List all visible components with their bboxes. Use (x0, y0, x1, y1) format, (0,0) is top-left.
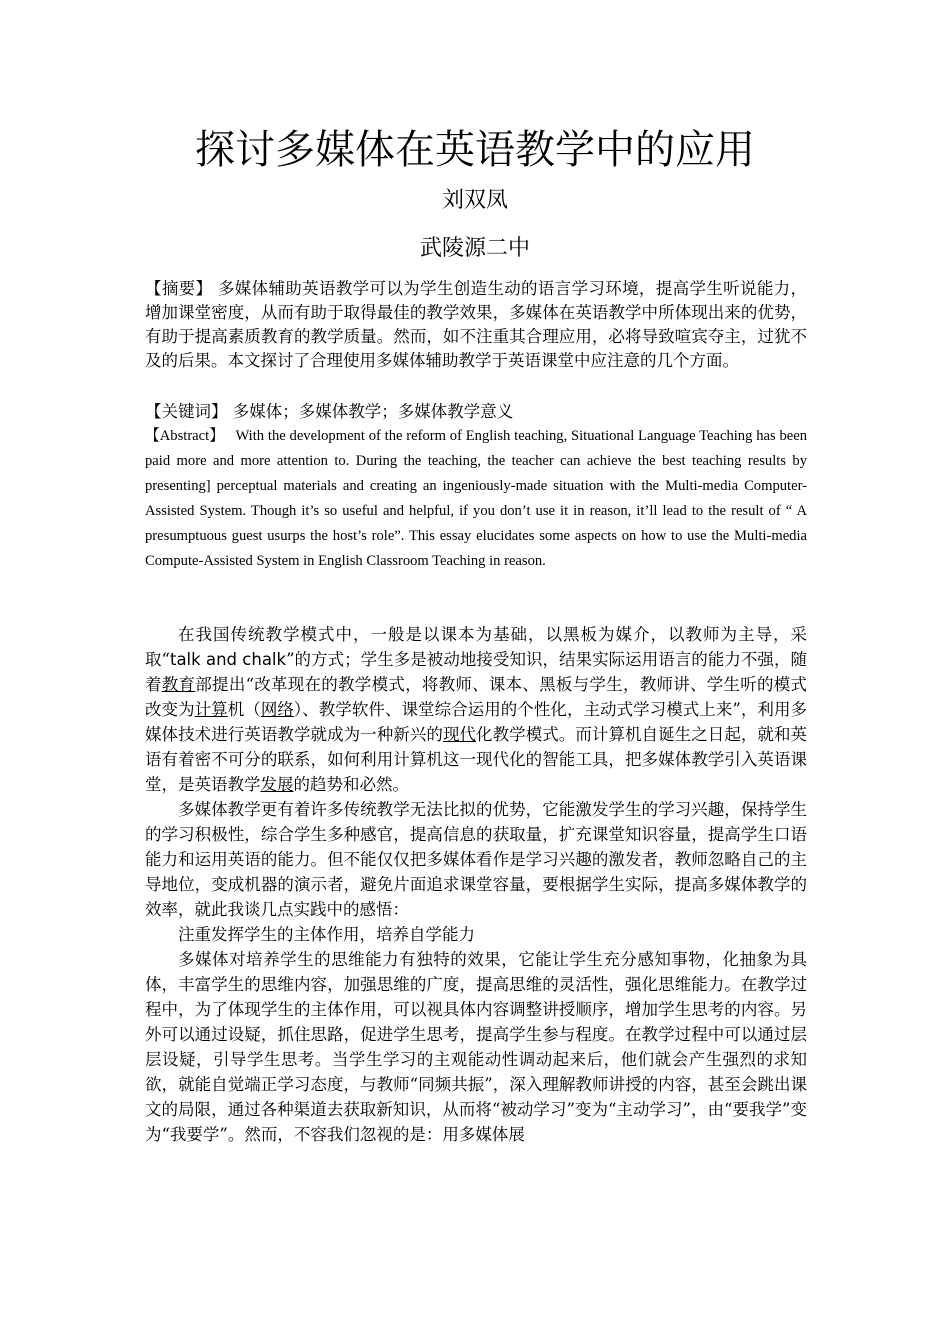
abstract-chinese (145, 277, 807, 373)
para1-text-1: 在我国传统教学模式中，一般是以课本为基础，以黑板为媒介，以教师为主导，采取“ (145, 625, 807, 669)
link-modern[interactable]: 现代 (442, 725, 477, 744)
para1-text-2: ”的方式；学生多是被动地接受知识，结果实际运用语言的能力不强，随着 (145, 650, 807, 694)
abstract-chinese-text: 多媒体辅助英语教学可以为学生创造生动的语言学习环境，提高学生听说能力，增加课堂密度，从而有助于取得最佳的教学效果，多媒体在英语教学中所体现出来的优势，有助于提高素质教育的教学质量。然而，如不注重其合理应用，必将导致喧宾夺主，过犹不及的后果。本文探讨了合理使用多媒体辅助教学于英语课堂中应注意的几个方面。 (145, 279, 807, 370)
document-title: 探讨多媒体在英语教学中的应用 (195, 127, 755, 173)
para1-text-4: 机（ (227, 700, 261, 719)
paragraph-2: 多媒体教学更有着许多传统教学无法比拟的优势，它能激发学生的学习兴趣，保持学生的学习积极性，综合学生多种感官，提高信息的获取量，扩充课堂知识容量，提高学生口语能力和运用英语的能力。但不能仅仅把多媒体看作是学习兴趣的激发者，教师忽略自己的主导地位，变成机器的演示者，避免片面追求课堂容量，要根据学生实际，提高多媒体教学的效率，就此我谈几点实践中的感悟： (145, 800, 807, 919)
keywords-text: 多媒体；多媒体教学；多媒体教学意义 (227, 402, 514, 421)
abstract-english (145, 424, 811, 574)
para1-text-6: 化教学模式。而计算机自诞生之日起，就和英语有着密不可分的联系，如何利用计算机这一现代化的智能工具，把多媒体教学引入英语课堂，是英语教学 (145, 725, 808, 794)
para1-text-5: ）、教学软件、课堂综合运用的个性化，主动式学习模式上来”，利用多媒体技术进行英语教学就成为一种新兴的 (145, 700, 808, 744)
abstract-chinese-label: 【摘要】 (145, 279, 213, 298)
document-school: 武陵源二中 (419, 236, 530, 261)
section-heading-1: 注重发挥学生的主体作用，培养自学能力 (178, 925, 475, 944)
link-education[interactable]: 教育 (161, 675, 196, 694)
main-body (145, 622, 807, 1147)
link-development[interactable]: 发展 (260, 775, 294, 794)
para1-text-3: 部提出“改革现在的教学模式，将教师、课本、黑板与学生，教师讲、学生听的模式改变为 (145, 675, 808, 719)
talk-and-chalk-phrase: talk and chalk (169, 650, 287, 669)
paragraph-3: 多媒体对培养学生的思维能力有独特的效果，它能让学生充分感知事物，化抽象为具体，丰富学生的思维内容，加强思维的广度，提高思维的灵活性，强化思维能力。在教学过程中，为了体现学生的主体作用，可以视具体内容调整讲授顺序，增加学生思考的内容。另外可以通过设疑，抓住思路，促进学生思考，提高学生参与程度。在教学过程中可以通过层层设疑，引导学生思考。当学生学习的主观能动性调动起来后，他们就会产生强烈的求知欲，就能自觉端正学习态度，与教师“同频共振”，深入理解教师讲授的内容，甚至会跳出课文的局限，通过各种渠道去获取新知识，从而将“被动学习”变为“主动学习”，由“要我学”变为“我要学”。然而，不容我们忽视的是：用多媒体展 (145, 950, 807, 1144)
link-computing[interactable]: 计算 (194, 700, 228, 719)
abstract-english-text: With the development of the reform of English teaching, Situational Language Teaching has been paid more and more attention to. During the teaching, the teacher can achieve the best teaching results by presenting] perceptual materials and creating an ingeniously-made situation with the Multi-media Computer-Assisted System. Though it’s so useful and helpful, if you don’t use it in reason, it’ll lead to the result of “ A presumptuous guest usurps the host’s role”. This essay elucidates some aspects on how to use the Multi-media Compute-Assisted System in English Classroom Teaching in reason. (145, 428, 811, 569)
document-author: 刘双凤 (441, 188, 508, 213)
keywords-label: 【关键词】 (145, 402, 228, 421)
keywords (145, 400, 807, 424)
paragraph-1 (145, 622, 807, 797)
link-network[interactable]: 网络 (260, 700, 294, 719)
abstract-english-label: 【Abstract】 (145, 428, 225, 444)
para1-text-7: 的趋势和必然。 (293, 775, 409, 794)
